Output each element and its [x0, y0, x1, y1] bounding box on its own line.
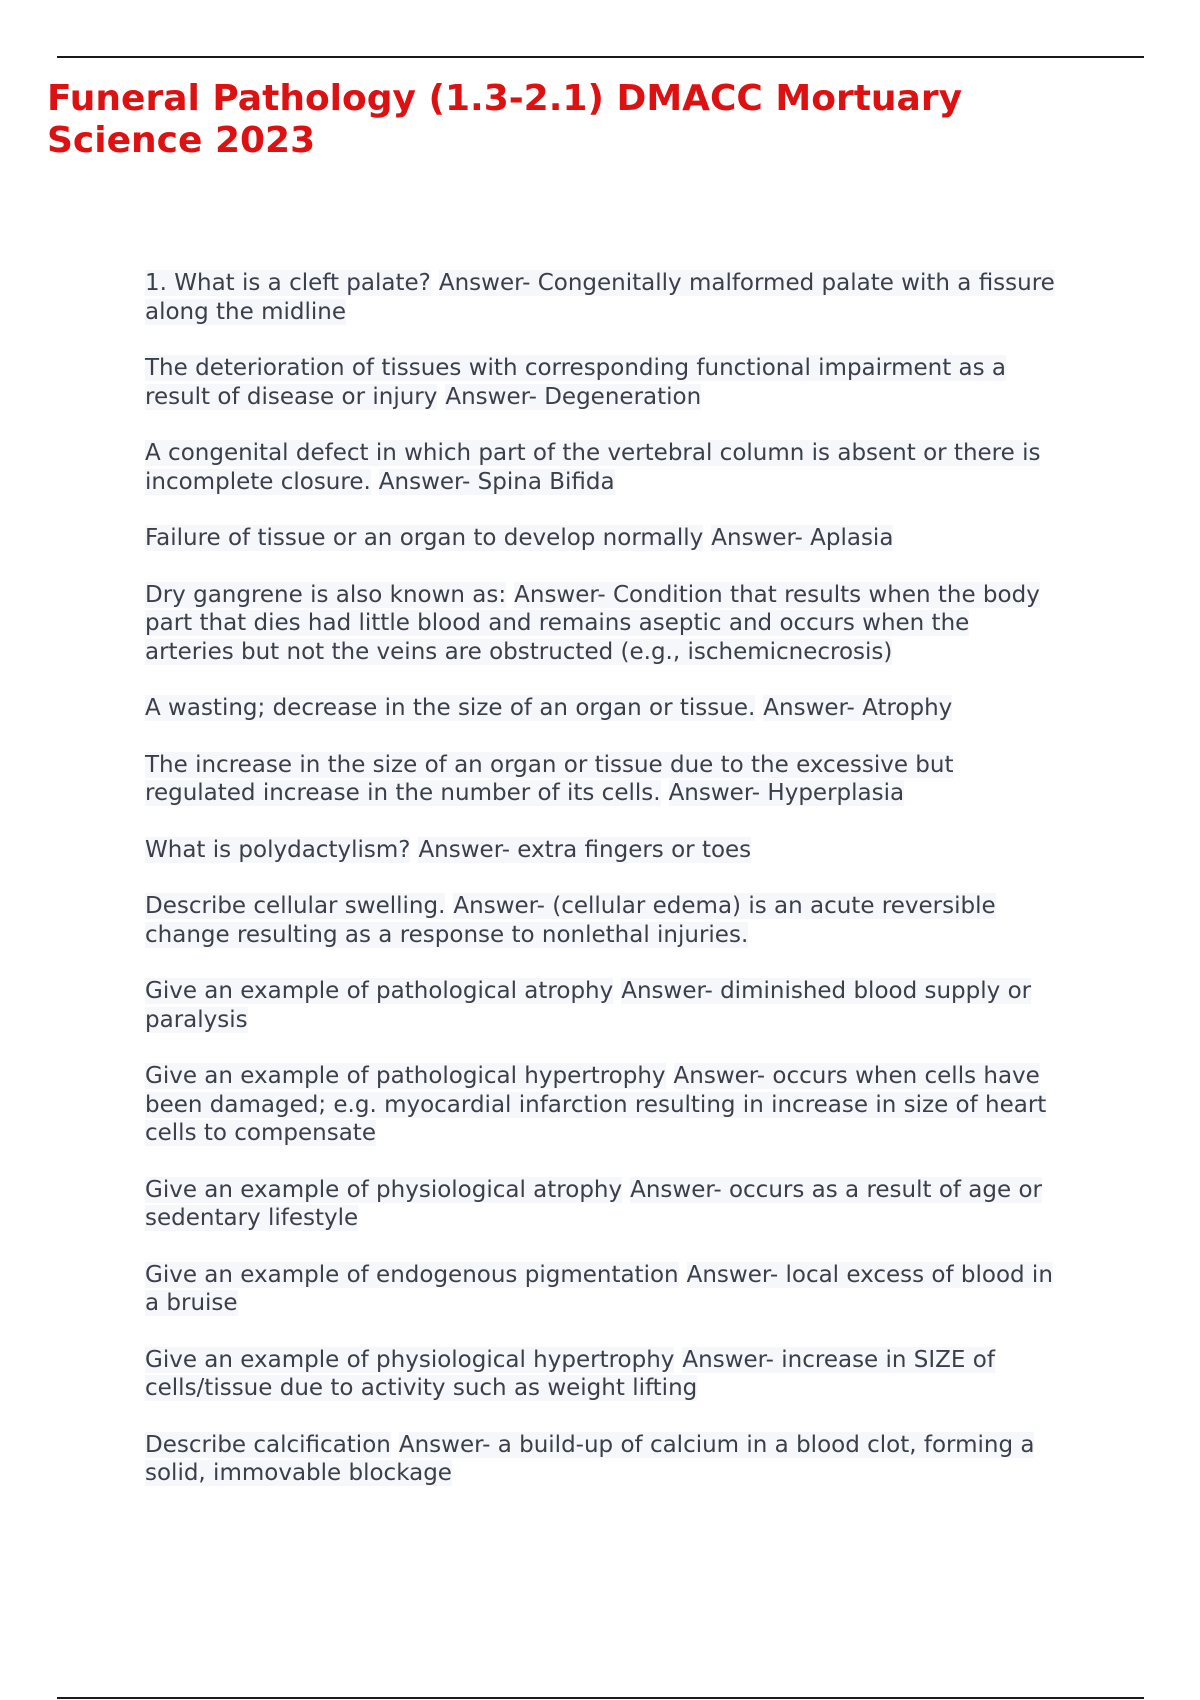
qa-answer: Answer- Degeneration: [445, 383, 702, 410]
qa-item: [145, 1346, 1065, 1403]
qa-item: [145, 694, 1065, 723]
qa-question: A wasting; decrease in the size of an organ or tissue.: [145, 695, 756, 721]
qa-question: A congenital defect in which part of the vertebral column is absent or there is incomplete closure.: [145, 440, 1041, 495]
qa-answer: Answer- Spina Bifida: [378, 468, 615, 495]
qa-question: Give an example of pathological atrophy: [145, 978, 614, 1004]
qa-answer: Answer- Congenitally malformed palate with a fissure along the midline: [145, 270, 1055, 325]
qa-answer: Answer- occurs when cells have been damaged; e.g. myocardial infarction resulting in increase in size of heart cells to compensate: [145, 1063, 1047, 1146]
qa-question: Dry gangrene is also known as:: [145, 581, 507, 608]
qa-question: Describe calcification: [145, 1431, 391, 1458]
qa-item: [145, 836, 1065, 865]
document-title: Funeral Pathology (1.3-2.1) DMACC Mortuary Science 2023: [47, 78, 963, 161]
qa-answer: Answer- local excess of blood in a bruise: [145, 1261, 1053, 1316]
qa-answer: Answer- increase in SIZE of cells/tissue due to activity such as weight lifting: [145, 1346, 995, 1401]
qa-question: What is polydactylism?: [145, 836, 411, 863]
qa-item: [145, 892, 1065, 949]
qa-item: [145, 269, 1065, 326]
qa-question: Describe cellular swelling.: [145, 893, 446, 919]
qa-answer: Answer- extra fingers or toes: [418, 836, 752, 863]
qa-answer: Answer- Hyperplasia: [668, 780, 905, 806]
qa-question: Failure of tissue or an organ to develop normally: [145, 525, 704, 551]
qa-answer: Answer- a build-up of calcium in a blood clot, forming a solid, immovable blockage: [145, 1431, 1035, 1486]
qa-item: [145, 354, 1065, 411]
qa-answer: Answer- Atrophy: [763, 695, 953, 721]
qa-item: [145, 1176, 1065, 1233]
qa-question: Give an example of endogenous pigmentation: [145, 1261, 679, 1288]
qa-list: [145, 269, 1065, 1516]
qa-item: [145, 1431, 1065, 1488]
qa-item: [145, 581, 1065, 667]
qa-question: Give an example of physiological hypertrophy: [145, 1346, 675, 1373]
qa-answer: Answer- Condition that results when the body part that dies had little blood and remains aseptic and occurs when the arteries but not the veins are obstructed (e.g., ischemicnecrosis): [145, 581, 1040, 665]
qa-question: The deterioration of tissues with corresponding functional impairment as a result of disease or injury: [145, 355, 1007, 410]
qa-answer: Answer- diminished blood supply or paralysis: [145, 978, 1032, 1033]
qa-question: Give an example of physiological atrophy: [145, 1176, 623, 1203]
qa-question: Give an example of pathological hypertrophy: [145, 1063, 666, 1089]
qa-item: [145, 977, 1065, 1034]
qa-item: [145, 1062, 1065, 1148]
qa-answer: Answer- occurs as a result of age or sedentary lifestyle: [145, 1176, 1042, 1231]
qa-question: The increase in the size of an organ or tissue due to the excessive but regulated increase in the number of its cells.: [145, 751, 954, 806]
qa-item: [145, 439, 1065, 496]
header-rule: [57, 56, 1144, 58]
qa-question: 1. What is a cleft palate?: [145, 270, 431, 296]
footer-rule: [57, 1697, 1144, 1699]
qa-item: [145, 524, 1065, 553]
qa-answer: Answer- Aplasia: [711, 525, 894, 551]
qa-item: [145, 751, 1065, 808]
qa-item: [145, 1261, 1065, 1318]
qa-answer: Answer- (cellular edema) is an acute reversible change resulting as a response to nonlethal injuries.: [145, 893, 996, 948]
